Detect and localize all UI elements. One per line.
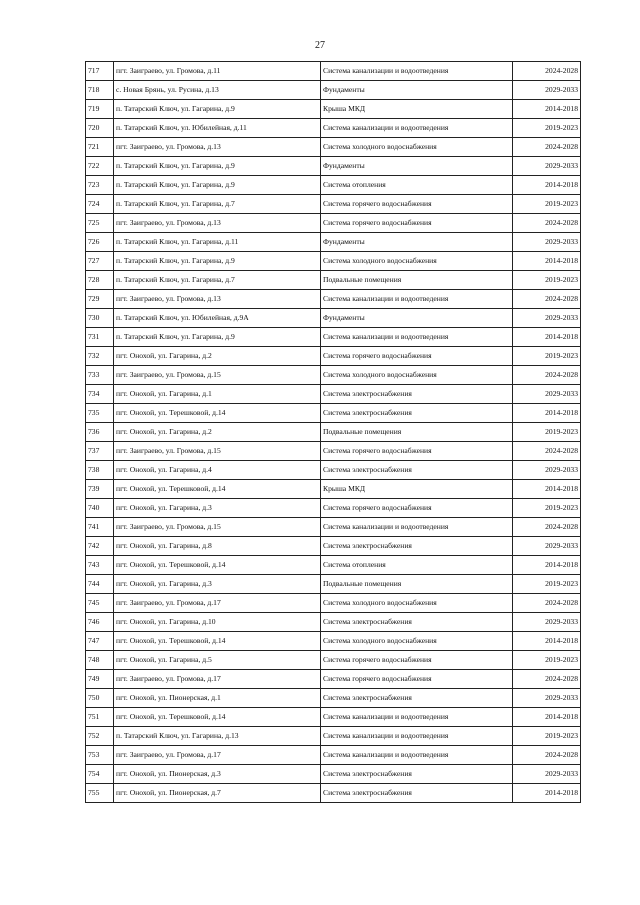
system-cell: Система канализации и водоотведения — [321, 290, 513, 309]
period-cell: 2024-2028 — [513, 518, 581, 537]
system-cell: Система канализации и водоотведения — [321, 708, 513, 727]
period-cell: 2019-2023 — [513, 575, 581, 594]
system-cell: Система электроснабжения — [321, 385, 513, 404]
row-number: 755 — [86, 784, 114, 803]
system-cell: Система горячего водоснабжения — [321, 195, 513, 214]
address-cell: пгт. Заиграево, ул. Громова, д.13 — [114, 214, 321, 233]
address-cell: п. Татарский Ключ, ул. Гагарина, д.13 — [114, 727, 321, 746]
page-number: 27 — [315, 40, 325, 51]
row-number: 741 — [86, 518, 114, 537]
address-cell: п. Татарский Ключ, ул. Гагарина, д.11 — [114, 233, 321, 252]
row-number: 731 — [86, 328, 114, 347]
row-number: 728 — [86, 271, 114, 290]
period-cell: 2019-2023 — [513, 271, 581, 290]
address-cell: пгт. Онохой, ул. Гагарина, д.2 — [114, 347, 321, 366]
table-row — [86, 404, 581, 423]
table-row — [86, 708, 581, 727]
row-number: 739 — [86, 480, 114, 499]
table-row — [86, 575, 581, 594]
row-number: 725 — [86, 214, 114, 233]
system-cell: Система горячего водоснабжения — [321, 651, 513, 670]
row-number: 744 — [86, 575, 114, 594]
address-cell: пгт. Онохой, ул. Гагарина, д.4 — [114, 461, 321, 480]
table-row — [86, 442, 581, 461]
period-cell: 2014-2018 — [513, 480, 581, 499]
table-row — [86, 385, 581, 404]
period-cell: 2014-2018 — [513, 632, 581, 651]
system-cell: Система холодного водоснабжения — [321, 138, 513, 157]
system-cell: Система отопления — [321, 176, 513, 195]
row-number: 736 — [86, 423, 114, 442]
address-cell: п. Татарский Ключ, ул. Гагарина, д.9 — [114, 100, 321, 119]
system-cell: Система холодного водоснабжения — [321, 632, 513, 651]
period-cell: 2014-2018 — [513, 176, 581, 195]
period-cell: 2029-2033 — [513, 613, 581, 632]
period-cell: 2029-2033 — [513, 233, 581, 252]
period-cell: 2029-2033 — [513, 309, 581, 328]
row-number: 717 — [86, 62, 114, 81]
system-cell: Система электроснабжения — [321, 613, 513, 632]
period-cell: 2024-2028 — [513, 442, 581, 461]
address-cell: пгт. Онохой, ул. Терешковой, д.14 — [114, 480, 321, 499]
table-row — [86, 62, 581, 81]
row-number: 750 — [86, 689, 114, 708]
table-row — [86, 233, 581, 252]
period-cell: 2014-2018 — [513, 708, 581, 727]
address-cell: п. Татарский Ключ, ул. Гагарина, д.9 — [114, 328, 321, 347]
row-number: 729 — [86, 290, 114, 309]
table-row — [86, 594, 581, 613]
address-cell: п. Татарский Ключ, ул. Гагарина, д.9 — [114, 157, 321, 176]
row-number: 746 — [86, 613, 114, 632]
address-cell: пгт. Онохой, ул. Терешковой, д.14 — [114, 556, 321, 575]
period-cell: 2019-2023 — [513, 347, 581, 366]
table-row — [86, 632, 581, 651]
address-cell: пгт. Онохой, ул. Гагарина, д.8 — [114, 537, 321, 556]
system-cell: Система канализации и водоотведения — [321, 62, 513, 81]
system-cell: Система холодного водоснабжения — [321, 252, 513, 271]
system-cell: Система холодного водоснабжения — [321, 594, 513, 613]
table-row — [86, 651, 581, 670]
row-number: 721 — [86, 138, 114, 157]
table-row — [86, 670, 581, 689]
table-row — [86, 366, 581, 385]
address-cell: пгт. Заиграево, ул. Громова, д.15 — [114, 442, 321, 461]
address-cell: пгт. Заиграево, ул. Громова, д.15 — [114, 366, 321, 385]
table-row — [86, 252, 581, 271]
period-cell: 2024-2028 — [513, 670, 581, 689]
system-cell: Фундаменты — [321, 157, 513, 176]
address-cell: пгт. Заиграево, ул. Громова, д.17 — [114, 594, 321, 613]
row-number: 742 — [86, 537, 114, 556]
row-number: 748 — [86, 651, 114, 670]
table-row — [86, 537, 581, 556]
row-number: 754 — [86, 765, 114, 784]
table-row — [86, 727, 581, 746]
address-cell: пгт. Онохой, ул. Гагарина, д.5 — [114, 651, 321, 670]
period-cell: 2019-2023 — [513, 727, 581, 746]
row-number: 745 — [86, 594, 114, 613]
system-cell: Система горячего водоснабжения — [321, 499, 513, 518]
system-cell: Система электроснабжения — [321, 784, 513, 803]
system-cell: Система канализации и водоотведения — [321, 119, 513, 138]
table-row — [86, 157, 581, 176]
address-cell: пгт. Онохой, ул. Гагарина, д.3 — [114, 575, 321, 594]
period-cell: 2019-2023 — [513, 119, 581, 138]
address-cell: пгт. Онохой, ул. Пионерская, д.7 — [114, 784, 321, 803]
row-number: 724 — [86, 195, 114, 214]
period-cell: 2029-2033 — [513, 81, 581, 100]
row-number: 734 — [86, 385, 114, 404]
period-cell: 2019-2023 — [513, 423, 581, 442]
address-cell: пгт. Онохой, ул. Терешковой, д.14 — [114, 632, 321, 651]
system-cell: Система холодного водоснабжения — [321, 366, 513, 385]
system-cell: Система электроснабжения — [321, 404, 513, 423]
row-number: 719 — [86, 100, 114, 119]
period-cell: 2024-2028 — [513, 62, 581, 81]
period-cell: 2014-2018 — [513, 252, 581, 271]
system-cell: Система электроснабжения — [321, 461, 513, 480]
period-cell: 2019-2023 — [513, 651, 581, 670]
row-number: 726 — [86, 233, 114, 252]
table-row — [86, 480, 581, 499]
table-row — [86, 119, 581, 138]
row-number: 718 — [86, 81, 114, 100]
row-number: 737 — [86, 442, 114, 461]
address-cell: пгт. Заиграево, ул. Громова, д.17 — [114, 670, 321, 689]
row-number: 749 — [86, 670, 114, 689]
address-cell: пгт. Заиграево, ул. Громова, д.15 — [114, 518, 321, 537]
row-number: 733 — [86, 366, 114, 385]
table-row — [86, 765, 581, 784]
system-cell: Система канализации и водоотведения — [321, 746, 513, 765]
row-number: 738 — [86, 461, 114, 480]
table-row — [86, 423, 581, 442]
period-cell: 2024-2028 — [513, 594, 581, 613]
address-cell: пгт. Заиграево, ул. Громова, д.17 — [114, 746, 321, 765]
table-row — [86, 746, 581, 765]
row-number: 752 — [86, 727, 114, 746]
row-number: 740 — [86, 499, 114, 518]
period-cell: 2024-2028 — [513, 366, 581, 385]
table-row — [86, 176, 581, 195]
address-cell: пгт. Онохой, ул. Пионерская, д.3 — [114, 765, 321, 784]
address-cell: п. Татарский Ключ, ул. Гагарина, д.7 — [114, 271, 321, 290]
system-cell: Крыша МКД — [321, 100, 513, 119]
address-cell: пгт. Онохой, ул. Терешковой, д.14 — [114, 708, 321, 727]
address-cell: п. Татарский Ключ, ул. Гагарина, д.9 — [114, 252, 321, 271]
system-cell: Система горячего водоснабжения — [321, 347, 513, 366]
system-cell: Система горячего водоснабжения — [321, 670, 513, 689]
row-number: 753 — [86, 746, 114, 765]
address-cell: пгт. Онохой, ул. Гагарина, д.2 — [114, 423, 321, 442]
table-row — [86, 290, 581, 309]
table-row — [86, 347, 581, 366]
system-cell: Система отопления — [321, 556, 513, 575]
table-row — [86, 613, 581, 632]
address-cell: п. Татарский Ключ, ул. Гагарина, д.7 — [114, 195, 321, 214]
row-number: 732 — [86, 347, 114, 366]
table-row — [86, 309, 581, 328]
period-cell: 2019-2023 — [513, 195, 581, 214]
address-cell: пгт. Заиграево, ул. Громова, д.11 — [114, 62, 321, 81]
system-cell: Подвальные помещения — [321, 575, 513, 594]
system-cell: Система электроснабжения — [321, 765, 513, 784]
period-cell: 2014-2018 — [513, 100, 581, 119]
period-cell: 2029-2033 — [513, 461, 581, 480]
period-cell: 2029-2033 — [513, 689, 581, 708]
system-cell: Система горячего водоснабжения — [321, 214, 513, 233]
table-row — [86, 499, 581, 518]
address-cell: пгт. Заиграево, ул. Громова, д.13 — [114, 290, 321, 309]
table-row — [86, 100, 581, 119]
period-cell: 2019-2023 — [513, 499, 581, 518]
system-cell: Подвальные помещения — [321, 271, 513, 290]
table-body — [86, 62, 581, 803]
address-cell: пгт. Заиграево, ул. Громова, д.13 — [114, 138, 321, 157]
period-cell: 2024-2028 — [513, 138, 581, 157]
table-row — [86, 689, 581, 708]
system-cell: Система электроснабжения — [321, 689, 513, 708]
table-row — [86, 784, 581, 803]
row-number: 735 — [86, 404, 114, 423]
row-number: 723 — [86, 176, 114, 195]
period-cell: 2029-2033 — [513, 157, 581, 176]
system-cell: Фундаменты — [321, 233, 513, 252]
row-number: 720 — [86, 119, 114, 138]
period-cell: 2024-2028 — [513, 214, 581, 233]
table-row — [86, 271, 581, 290]
system-cell: Система электроснабжения — [321, 537, 513, 556]
row-number: 727 — [86, 252, 114, 271]
period-cell: 2029-2033 — [513, 385, 581, 404]
table-row — [86, 195, 581, 214]
table-row — [86, 518, 581, 537]
system-cell: Система канализации и водоотведения — [321, 518, 513, 537]
address-cell: пгт. Онохой, ул. Пионерская, д.1 — [114, 689, 321, 708]
table-row — [86, 461, 581, 480]
period-cell: 2014-2018 — [513, 556, 581, 575]
system-cell: Крыша МКД — [321, 480, 513, 499]
period-cell: 2014-2018 — [513, 404, 581, 423]
period-cell: 2014-2018 — [513, 784, 581, 803]
address-cell: п. Татарский Ключ, ул. Гагарина, д.9 — [114, 176, 321, 195]
address-cell: п. Татарский Ключ, ул. Юбилейная, д.9А — [114, 309, 321, 328]
row-number: 747 — [86, 632, 114, 651]
address-cell: п. Татарский Ключ, ул. Юбилейная, д.11 — [114, 119, 321, 138]
row-number: 730 — [86, 309, 114, 328]
system-cell: Подвальные помещения — [321, 423, 513, 442]
period-cell: 2024-2028 — [513, 746, 581, 765]
row-number: 743 — [86, 556, 114, 575]
period-cell: 2024-2028 — [513, 290, 581, 309]
system-cell: Система канализации и водоотведения — [321, 328, 513, 347]
system-cell: Фундаменты — [321, 81, 513, 100]
address-cell: пгт. Онохой, ул. Гагарина, д.3 — [114, 499, 321, 518]
address-cell: с. Новая Брянь, ул. Русина, д.13 — [114, 81, 321, 100]
period-cell: 2014-2018 — [513, 328, 581, 347]
system-cell: Система канализации и водоотведения — [321, 727, 513, 746]
row-number: 751 — [86, 708, 114, 727]
row-number: 722 — [86, 157, 114, 176]
system-cell: Фундаменты — [321, 309, 513, 328]
address-cell: пгт. Онохой, ул. Гагарина, д.10 — [114, 613, 321, 632]
period-cell: 2029-2033 — [513, 537, 581, 556]
repair-schedule-table — [85, 61, 581, 803]
table-row — [86, 81, 581, 100]
address-cell: пгт. Онохой, ул. Терешковой, д.14 — [114, 404, 321, 423]
table-row — [86, 328, 581, 347]
table-row — [86, 556, 581, 575]
table-row — [86, 138, 581, 157]
system-cell: Система горячего водоснабжения — [321, 442, 513, 461]
period-cell: 2029-2033 — [513, 765, 581, 784]
table-row — [86, 214, 581, 233]
address-cell: пгт. Онохой, ул. Гагарина, д.1 — [114, 385, 321, 404]
